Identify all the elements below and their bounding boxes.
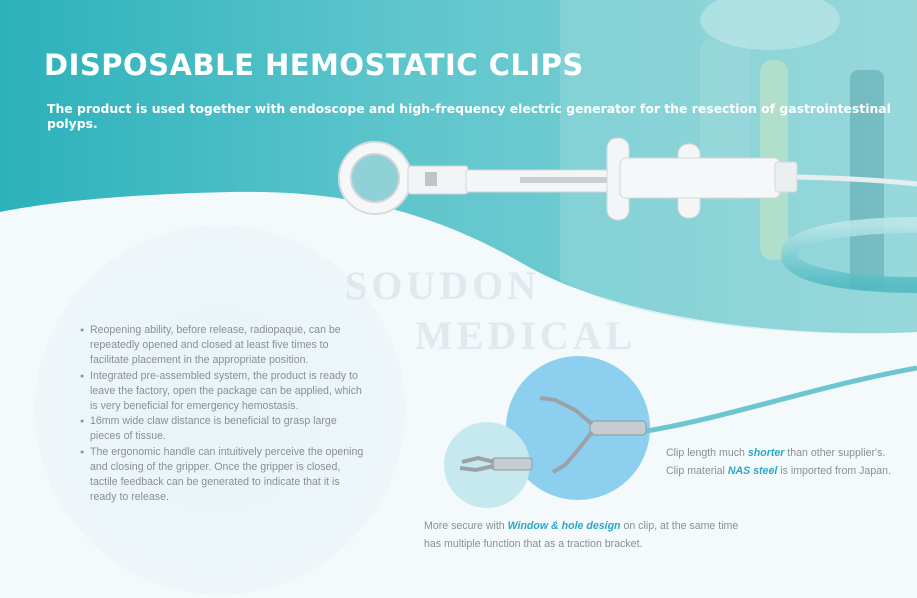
note-highlight: NAS steel xyxy=(727,465,778,477)
clip-spec-note xyxy=(666,444,916,480)
note-text: More secure with xyxy=(424,520,508,532)
page-title: DISPOSABLE HEMOSTATIC CLIPS xyxy=(44,48,584,82)
page-subtitle: The product is used together with endoscope and high-frequency electric generator for the resection of gastrointestinal polyps. xyxy=(47,101,891,131)
feature-list xyxy=(80,323,365,505)
note-text: than other supplier's. xyxy=(784,447,886,459)
feature-item: ● 16mm wide claw distance is beneficial to grasp large pieces of tissue. xyxy=(80,414,365,444)
watermark-line-2: MEDICAL xyxy=(415,313,637,358)
feature-item: ● Integrated pre-assembled system, the product is ready to leave the factory, open the package can be applied, which is very beneficial for emergency hemostasis. xyxy=(80,369,365,415)
clip-design-note xyxy=(424,517,744,553)
note-highlight: Window & hole design xyxy=(507,520,621,532)
feature-item: ● Reopening ability, before release, radiopaque, can be repeatedly opened and closed at least five times to facilitate placement in the appropriate position. xyxy=(80,323,365,369)
watermark-line-1: SOUDON xyxy=(345,263,541,308)
feature-item: ● The ergonomic handle can intuitively perceive the opening and closing of the gripper. Once the gripper is closed, tactile feedback can be generated to indicate that it is ready to release. xyxy=(80,445,365,506)
note-text: Clip length much xyxy=(666,447,748,459)
note-text: Clip material xyxy=(666,465,728,477)
note-text: is imported from Japan. xyxy=(777,465,891,477)
note-text: on clip, at the same time has multiple function that as a traction bracket. xyxy=(424,520,739,550)
note-highlight: shorter xyxy=(747,447,785,459)
